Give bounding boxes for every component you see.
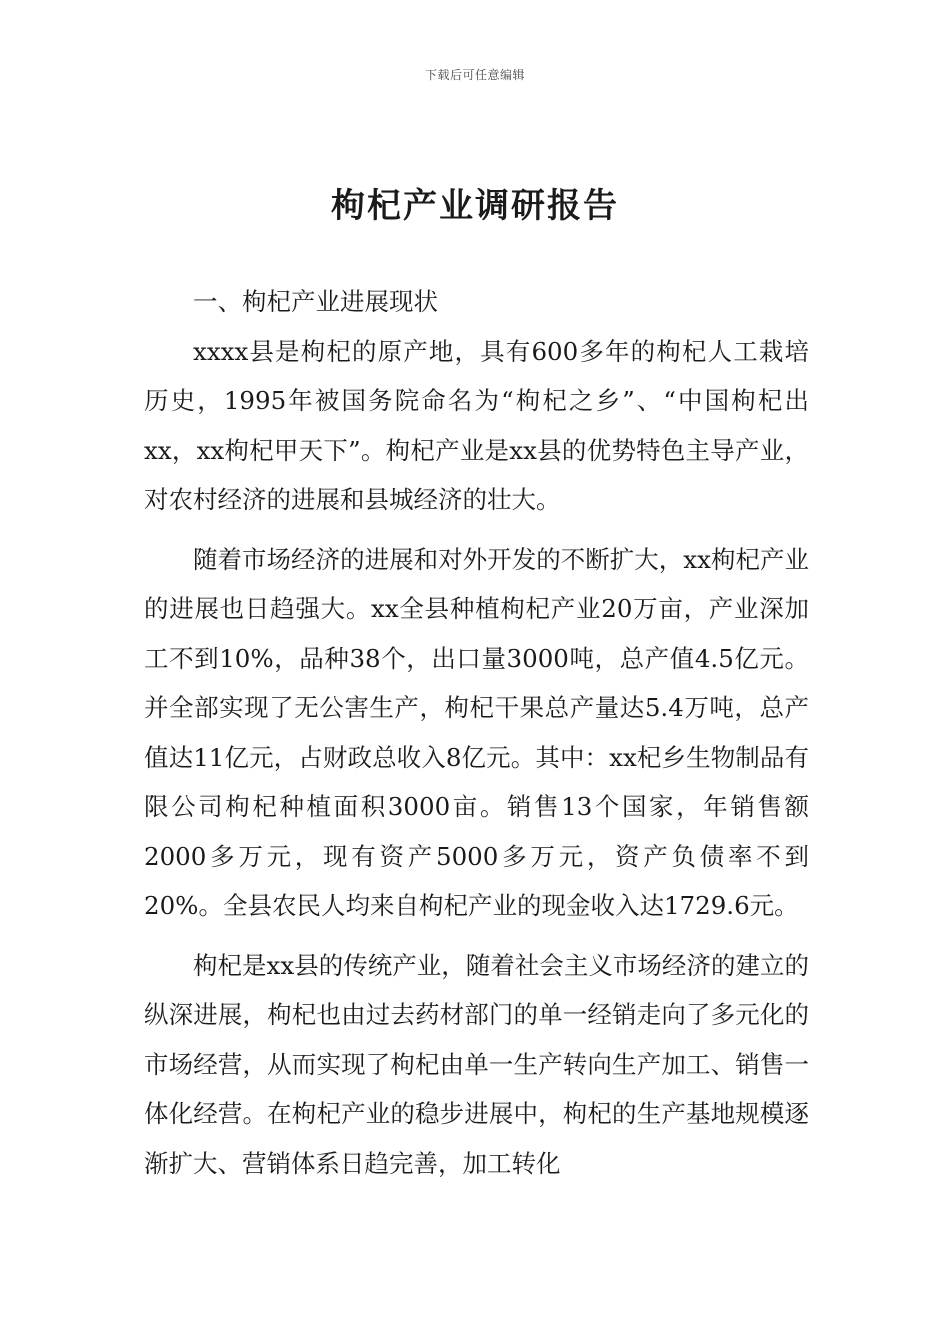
document-body <box>144 277 809 1188</box>
document-title: 枸杞产业调研报告 <box>331 186 619 226</box>
section-heading: 一、枸杞产业进展现状 <box>193 287 438 316</box>
paragraph-1: xxxx县是枸杞的原产地，具有600多年的枸杞人工栽培历史，1995年被国务院命名为“枸杞之乡”、“中国枸杞出xx，xx枸杞甲天下”。枸杞产业是xx县的优势特色主导产业，对农村经济的进展和县城经济的壮大。 <box>144 336 809 514</box>
header-note: 下载后可任意编辑 <box>424 68 525 82</box>
paragraph-3: 枸杞是xx县的传统产业，随着社会主义市场经济的建立的纵深进展，枸杞也由过去药材部门的单一经销走向了多元化的市场经营，从而实现了枸杞由单一生产转向生产加工、销售一体化经营。在枸杞产业的稳步进展中，枸杞的生产基地规模逐渐扩大、营销体系日趋完善，加工转化 <box>144 950 809 1178</box>
paragraph-2: 随着市场经济的进展和对外开发的不断扩大，xx枸杞产业的进展也日趋强大。xx全县种植枸杞产业20万亩，产业深加工不到10%，品种38个，出口量3000吨，总产值4.5亿元。并全部实现了无公害生产，枸杞干果总产量达5.4万吨，总产值达11亿元，占财政总收入8亿元。其中：xx杞乡生物制品有限公司枸杞种植面积3000亩。销售13个国家，年销售额2000多万元，现有资产5000多万元，资产负债率不到20%。全县农民人均来自枸杞产业的现金收入达1729.6元。 <box>144 544 809 920</box>
